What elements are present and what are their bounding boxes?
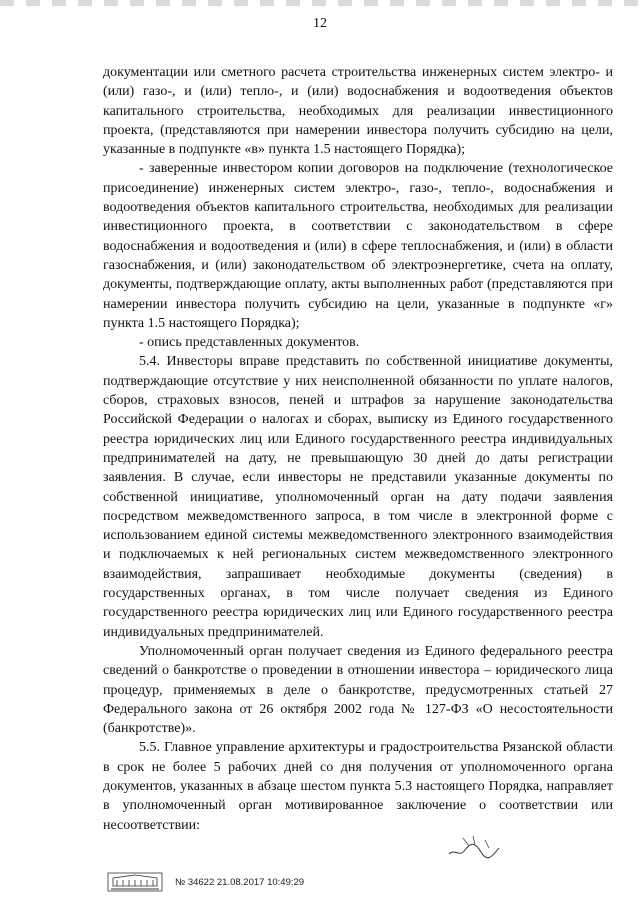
- page-number: 12: [313, 16, 327, 31]
- paragraph: - опись представленных документов.: [139, 335, 360, 351]
- paragraph: 5.5. Главное управление архитектуры и градостроительства Рязанской области в срок не более 5 рабочих дней со дня получения от уполномоченного органа документов, указанных в абзаце шестом пункта 5.3 настоящего Порядка, направляет в уполномоченный орган мотивированное заключение о соответствии или несоответствии:: [103, 740, 613, 833]
- document-footer: [103, 868, 613, 896]
- scan-edge-marks: [0, 0, 640, 6]
- document-registration-ref: № 34622 21.08.2017 10:49:29: [175, 877, 305, 888]
- paragraph: - заверенные инвестором копии договоров на подключение (технологическое присоединение) инженерных систем электро-, газо-, тепло-, водоснабжения и водоотведения объектов капитального строительства, необходимых для реализации инвестиционного проекта, в соответствии с законодательством в сфере водоснабжения и водоотведения и (или) в сфере теплоснабжения, и (или) в области газоснабжения, и (или) законодательством об электроэнергетике, счета на оплату, документы, подтверждающие оплату, акты выполненных работ (представляются при намерении инвестора получить субсидию на цели, указанные в подпункте «г» пункта 1.5 настоящего Порядка);: [103, 161, 613, 331]
- paragraph: Уполномоченный орган получает сведения из Единого федерального реестра сведений о банкротстве о проведении в отношении инвестора – юридического лица процедур, применяемых в деле о банкротстве, предусмотренных статьей 27 Федерального закона от 26 октября 2002 года № 127-ФЗ «О несостоятельности (банкротстве)».: [103, 643, 613, 737]
- signature-mark: [445, 828, 505, 866]
- document-body: [103, 63, 613, 835]
- paragraph: документации или сметного расчета строительства инженерных систем электро- и (или) газо-, и (или) тепло-, и (или) водоснабжения и водоотведения объектов капитального строительства, необходимых для реализации инвестиционного проекта, (представляются при намерении инвестора получить субсидию на цели, указанные в подпункте «в» пункта 1.5 настоящего Порядка);: [103, 65, 613, 158]
- registration-stamp-icon: [107, 872, 163, 892]
- paragraph: 5.4. Инвесторы вправе представить по собственной инициативе документы, подтверждающие отсутствие у них неисполненной обязанности по уплате налогов, сборов, страховых взносов, пеней и штрафов за нарушение законодательства Российской Федерации о налогах и сборах, выписку из Единого государственного реестра юридических лиц или Единого государственного реестра индивидуальных предпринимателей на дату, не превышающую 30 дней до даты регистрации заявления. В случае, если инвесторы не представили указанные документы по собственной инициативе, уполномоченный орган на дату подачи заявления посредством межведомственного запроса, в том числе в электронной форме с использованием единой системы межведомственного электронного взаимодействия и подключаемых к ней региональных систем межведомственного электронного взаимодействия, запрашивает необходимые документы (сведения) в государственных органах, в том числе получает сведения из Единого государственного реестра юридических лиц или Единого государственного реестра индивидуальных предпринимателей.: [103, 354, 613, 640]
